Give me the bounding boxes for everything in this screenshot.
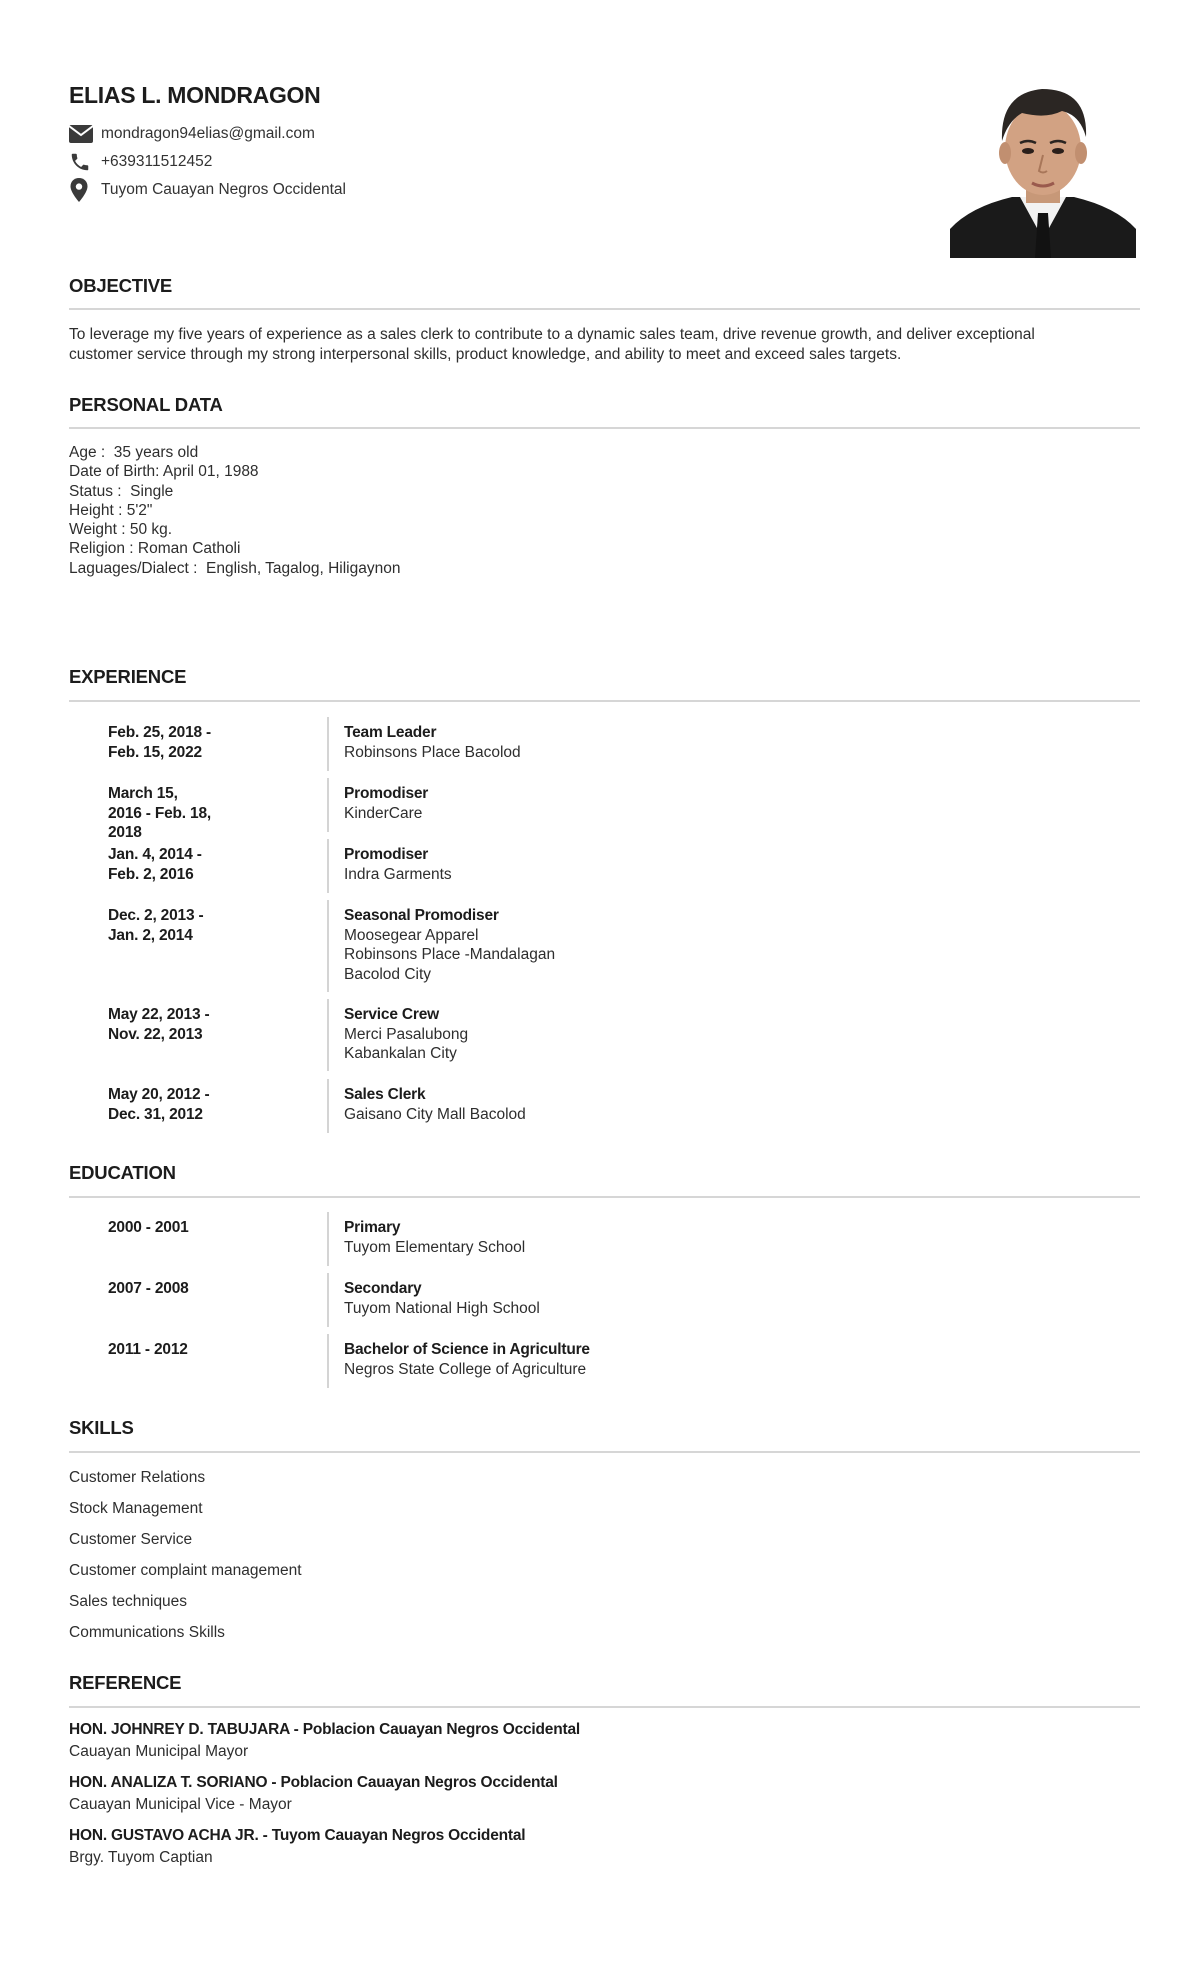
date-line: Jan. 2, 2014	[108, 926, 193, 944]
school-name: Negros State College of Agriculture	[344, 1360, 587, 1378]
date-line: Feb. 25, 2018 -	[108, 724, 211, 741]
personal-data-list	[69, 443, 400, 578]
education-date: 2011 - 2012	[108, 1341, 188, 1358]
experience-details	[344, 845, 452, 884]
phone-text: +639311512452	[101, 153, 213, 170]
experience-details	[344, 1085, 526, 1124]
email-text: mondragon94elias@gmail.com	[101, 125, 315, 142]
skill-item: Customer complaint management	[69, 1562, 302, 1579]
education-heading: EDUCATION	[69, 1162, 176, 1183]
timeline-bar	[327, 839, 329, 893]
experience-date	[108, 784, 238, 843]
skills-divider	[69, 1451, 1140, 1453]
school-name: Tuyom National High School	[344, 1299, 540, 1317]
experience-details	[344, 1005, 468, 1064]
education-details	[344, 1279, 540, 1318]
skill-item: Communications Skills	[69, 1624, 225, 1641]
date-line: Dec. 31, 2012	[108, 1105, 203, 1123]
timeline-bar	[327, 1212, 329, 1266]
profile-photo	[950, 79, 1136, 258]
timeline-bar	[327, 1079, 329, 1133]
personal-age: Age : 35 years old	[69, 444, 199, 461]
experience-details	[344, 784, 428, 823]
personal-religion: Religion : Roman Catholi	[69, 540, 241, 558]
employer: Merci Pasalubong	[344, 1025, 469, 1043]
phone-icon	[69, 151, 95, 173]
education-details	[344, 1340, 590, 1379]
timeline-bar	[327, 717, 329, 771]
employer: Moosegear Apparel	[344, 926, 479, 944]
job-title: Seasonal Promodiser	[344, 907, 499, 924]
job-title: Team Leader	[344, 724, 437, 741]
objective-divider	[69, 308, 1140, 310]
objective-text	[69, 325, 1140, 364]
location-pin-icon	[69, 179, 95, 201]
date-line: 2016 - Feb. 18,	[108, 804, 211, 822]
job-title: Service Crew	[344, 1006, 439, 1023]
skill-item: Stock Management	[69, 1500, 203, 1517]
date-line: May 22, 2013 -	[108, 1006, 210, 1023]
date-line: May 20, 2012 -	[108, 1086, 210, 1103]
experience-date	[108, 845, 238, 884]
address-text: Tuyom Cauayan Negros Occidental	[101, 181, 346, 198]
reference-name: HON. JOHNREY D. TABUJARA - Poblacion Cauayan Negros Occidental	[69, 1721, 580, 1738]
date-line: Nov. 22, 2013	[108, 1025, 203, 1043]
education-level: Bachelor of Science in Agriculture	[344, 1341, 590, 1358]
skill-item: Sales techniques	[69, 1593, 188, 1610]
job-title: Sales Clerk	[344, 1086, 426, 1103]
experience-date	[108, 906, 238, 945]
education-date: 2000 - 2001	[108, 1219, 189, 1236]
personal-data-divider	[69, 427, 1140, 429]
personal-languages: Laguages/Dialect : English, Tagalog, Hiligaynon	[69, 559, 401, 577]
date-line: 2018	[108, 824, 142, 841]
phone-row	[69, 150, 212, 174]
experience-date	[108, 723, 238, 762]
personal-height: Height : 5'2"	[69, 501, 153, 519]
personal-status: Status : Single	[69, 482, 174, 500]
personal-birthdate: Date of Birth: April 01, 1988	[69, 463, 259, 481]
reference-position: Brgy. Tuyom Captian	[69, 1849, 213, 1866]
personal-weight: Weight : 50 kg.	[69, 521, 173, 539]
envelope-icon	[69, 123, 95, 145]
experience-date	[108, 1085, 238, 1124]
date-line: Jan. 4, 2014 -	[108, 846, 202, 863]
reference-heading: REFERENCE	[69, 1672, 182, 1693]
applicant-name: ELIAS L. MONDRAGON	[69, 82, 321, 108]
reference-divider	[69, 1706, 1140, 1708]
education-details	[344, 1218, 525, 1257]
objective-line-2: customer service through my strong interpersonal skills, product knowledge, and ability to meet and exceed sales targets.	[69, 345, 902, 363]
education-level: Primary	[344, 1219, 401, 1236]
timeline-bar	[327, 900, 329, 992]
employer: KinderCare	[344, 804, 423, 822]
employer-city: Bacolod City	[344, 965, 432, 983]
job-title: Promodiser	[344, 785, 429, 802]
date-line: Dec. 2, 2013 -	[108, 907, 204, 924]
timeline-bar	[327, 1334, 329, 1388]
job-title: Promodiser	[344, 846, 429, 863]
objective-heading: OBJECTIVE	[69, 275, 173, 296]
experience-heading: EXPERIENCE	[69, 666, 187, 687]
experience-details	[344, 723, 521, 762]
experience-date	[108, 1005, 238, 1044]
skill-item: Customer Relations	[69, 1469, 206, 1486]
employer: Robinsons Place Bacolod	[344, 743, 521, 761]
employer: Indra Garments	[344, 865, 452, 883]
date-line: March 15,	[108, 785, 178, 802]
employer-location: Robinsons Place -Mandalagan	[344, 946, 556, 963]
experience-divider	[69, 700, 1140, 702]
personal-data-heading: PERSONAL DATA	[69, 394, 223, 415]
timeline-bar	[327, 778, 329, 832]
timeline-bar	[327, 1273, 329, 1327]
reference-position: Cauayan Municipal Mayor	[69, 1743, 249, 1760]
school-name: Tuyom Elementary School	[344, 1238, 526, 1256]
employer: Gaisano City Mall Bacolod	[344, 1105, 526, 1123]
experience-details	[344, 906, 555, 984]
reference-position: Cauayan Municipal Vice - Mayor	[69, 1796, 292, 1813]
date-line: Feb. 2, 2016	[108, 865, 194, 883]
employer-city: Kabankalan City	[344, 1045, 457, 1062]
skills-heading: SKILLS	[69, 1417, 134, 1438]
date-line: Feb. 15, 2022	[108, 743, 202, 761]
objective-line-1: To leverage my five years of experience as a sales clerk to contribute to a dynamic sales team, drive revenue growth, and deliver exceptional	[69, 326, 1035, 343]
education-date: 2007 - 2008	[108, 1280, 189, 1297]
reference-name: HON. GUSTAVO ACHA JR. - Tuyom Cauayan Negros Occidental	[69, 1827, 526, 1844]
skill-item: Customer Service	[69, 1531, 193, 1548]
education-divider	[69, 1196, 1140, 1198]
email-row	[69, 122, 315, 146]
reference-name: HON. ANALIZA T. SORIANO - Poblacion Cauayan Negros Occidental	[69, 1774, 558, 1791]
education-level: Secondary	[344, 1280, 422, 1297]
timeline-bar	[327, 999, 329, 1071]
address-row	[69, 178, 346, 202]
